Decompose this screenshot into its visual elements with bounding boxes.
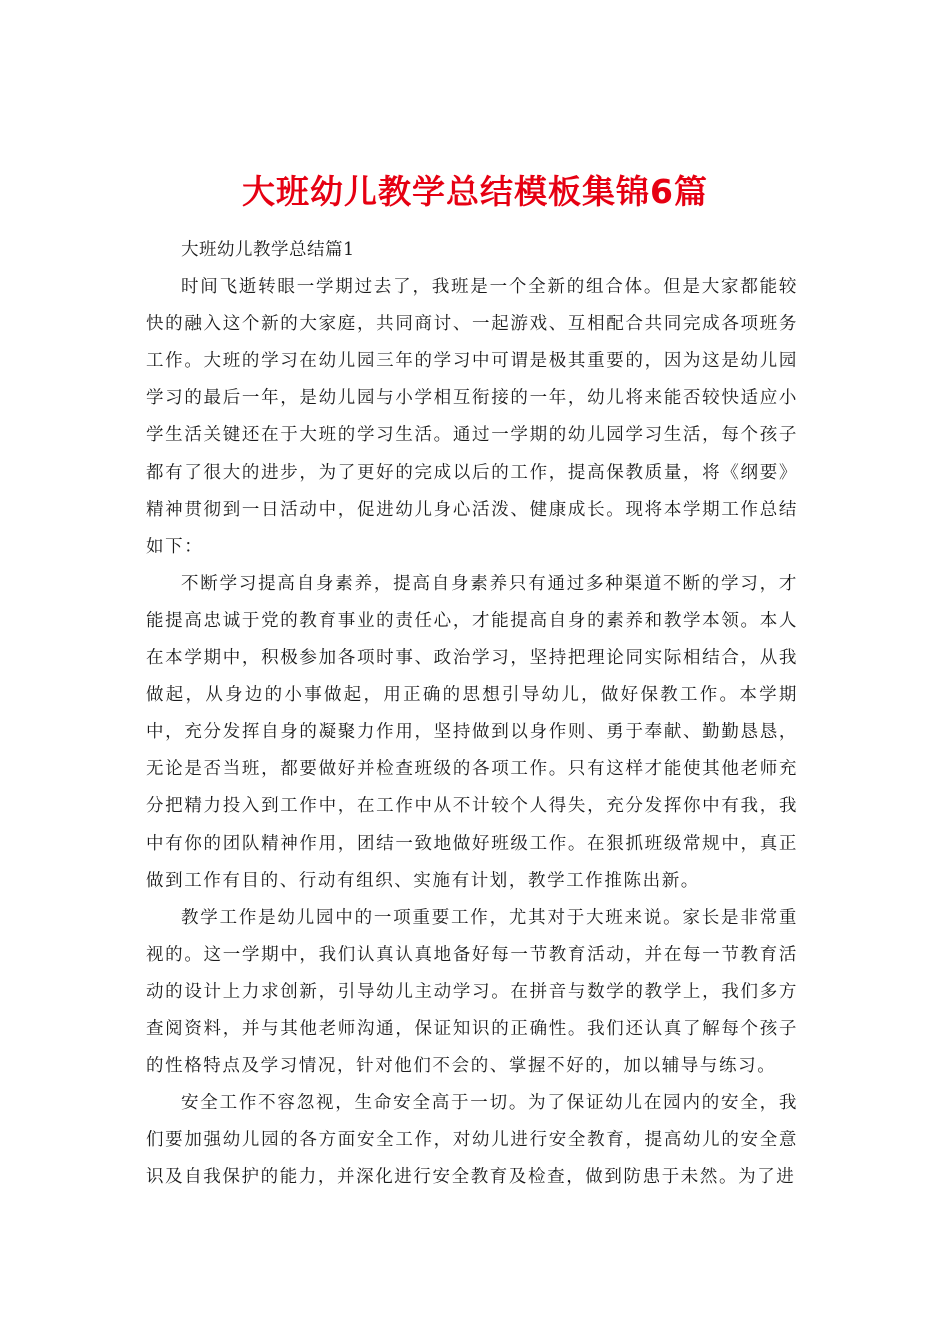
document-title: 大班幼儿教学总结模板集锦6篇	[242, 172, 708, 212]
paragraph-2: 不断学习提高自身素养，提高自身素养只有通过多种渠道不断的学习，才能提高忠诚于党的教育事业的责任心，才能提高自身的素养和教学本领。本人在本学期中，积极参加各项时事、政治学习，坚持把理论同实际相结合，从我做起，从身边的小事做起，用正确的思想引导幼儿，做好保教工作。本学期中，充分发挥自身的凝聚力作用，坚持做到以身作则、勇于奉献、勤勤恳恳，无论是否当班，都要做好并检查班级的各项工作。只有这样才能使其他老师充分把精力投入到工作中，在工作中从不计较个人得失，充分发挥你中有我，我中有你的团队精神作用，团结一致地做好班级工作。在狠抓班级常规中，真正做到工作有目的、行动有组织、实施有计划，教学工作推陈出新。	[146, 573, 798, 891]
paragraph-4: 安全工作不容忽视，生命安全高于一切。为了保证幼儿在园内的安全，我们要加强幼儿园的各方面安全工作，对幼儿进行安全教育，提高幼儿的安全意识及自我保护的能力，并深化进行安全教育及检查，做到防患于未然。为了进	[146, 1093, 798, 1188]
paragraph-1: 时间飞逝转眼一学期过去了，我班是一个全新的组合体。但是大家都能较快的融入这个新的大家庭，共同商讨、一起游戏、互相配合共同完成各项班务工作。大班的学习在幼儿园三年的学习中可谓是极其重要的，因为这是幼儿园学习的最后一年，是幼儿园与小学相互衔接的一年，幼儿将来能否较快适应小学生活关键还在于大班的学习生活。通过一学期的幼儿园学习生活，每个孩子都有了很大的进步，为了更好的完成以后的工作，提高保教质量，将《纲要》精神贯彻到一日活动中，促进幼儿身心活泼、健康成长。现将本学期工作总结如下：	[146, 277, 798, 557]
section-heading: 大班幼儿教学总结篇1	[181, 240, 355, 260]
paragraph-3: 教学工作是幼儿园中的一项重要工作，尤其对于大班来说。家长是非常重视的。这一学期中，我们认真认真地备好每一节教育活动，并在每一节教育活动的设计上力求创新，引导幼儿主动学习。在拼音与数学的教学上，我们多方查阅资料，并与其他老师沟通，保证知识的正确性。我们还认真了解每个孩子的性格特点及学习情况，针对他们不会的、掌握不好的，加以辅导与练习。	[146, 907, 798, 1077]
document-body	[146, 232, 798, 1196]
